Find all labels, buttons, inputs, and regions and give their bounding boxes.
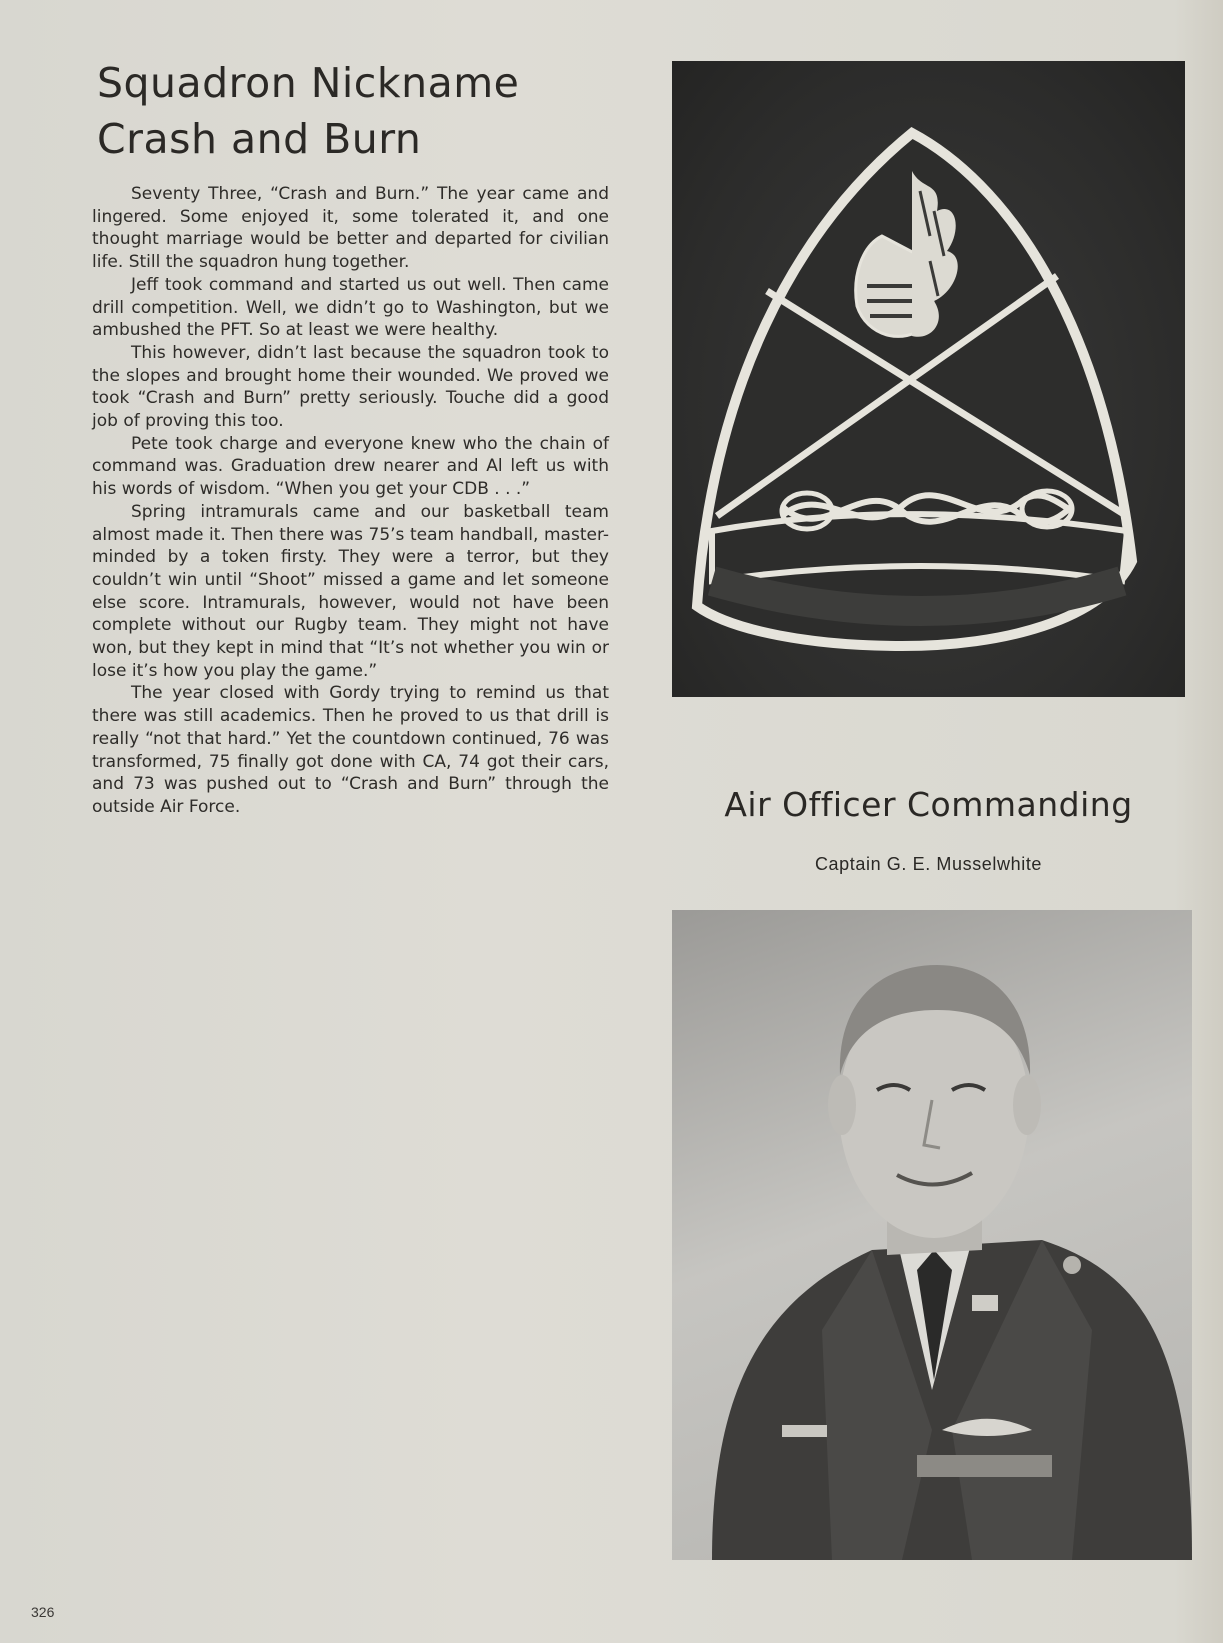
article-paragraph: Spring intramurals came and our basketball team almost made it. Then there was 75’s team handball, master-minded by a token firsty. They were a terror, but they couldn’t win until “Shoot” missed a game and let someone else score. Intramurals, however, would not have been complete without our Rugby team. They might not have won, but they kept in mind that “It’s not whether you win or lose it’s how you play the game.” (92, 501, 609, 681)
page-headline (97, 55, 617, 167)
page-number: 326 (31, 1604, 55, 1620)
article-body (92, 183, 609, 819)
squadron-patch-photo (672, 61, 1185, 697)
portrait-image (672, 910, 1192, 1560)
article-paragraph: Seventy Three, “Crash and Burn.” The year came and lingered. Some enjoyed it, some tolerated it, and one thought marriage would be better and departed for civilian life. Still the squadron hung together. (92, 184, 609, 273)
article-paragraph: This however, didn’t last because the squadron took to the slopes and brought home their wounded. We proved we took “Crash and Burn” pretty seriously. Touche did a good job of proving this too. (92, 342, 609, 432)
article-paragraph: Jeff took command and started us out well. Then came drill competition. Well, we didn’t go to Washington, but we ambushed the PFT. So at least we were healthy. (92, 274, 609, 341)
aoc-portrait-photo (672, 910, 1192, 1560)
article-paragraph: The year closed with Gordy trying to remind us that there was still academics. Then he proved to us that drill is really “not that hard.” Yet the countdown continued, 76 was transformed, 75 finally got done with CA, 74 got their cars, and 73 was pushed out to “Crash and Burn” through the outside Air Force. (92, 683, 609, 817)
headline-line-2: Crash and Burn (97, 115, 422, 163)
aoc-title: Air Officer Commanding (724, 785, 1133, 824)
article-paragraph: Pete took charge and everyone knew who the chain of command was. Graduation drew nearer and Al left us with his words of wisdom. “When you get your CDB . . .” (92, 433, 609, 500)
headline-line-1: Squadron Nickname (97, 59, 520, 107)
aoc-name: Captain G. E. Musselwhite (814, 854, 1043, 874)
squadron-patch-image (672, 61, 1185, 697)
